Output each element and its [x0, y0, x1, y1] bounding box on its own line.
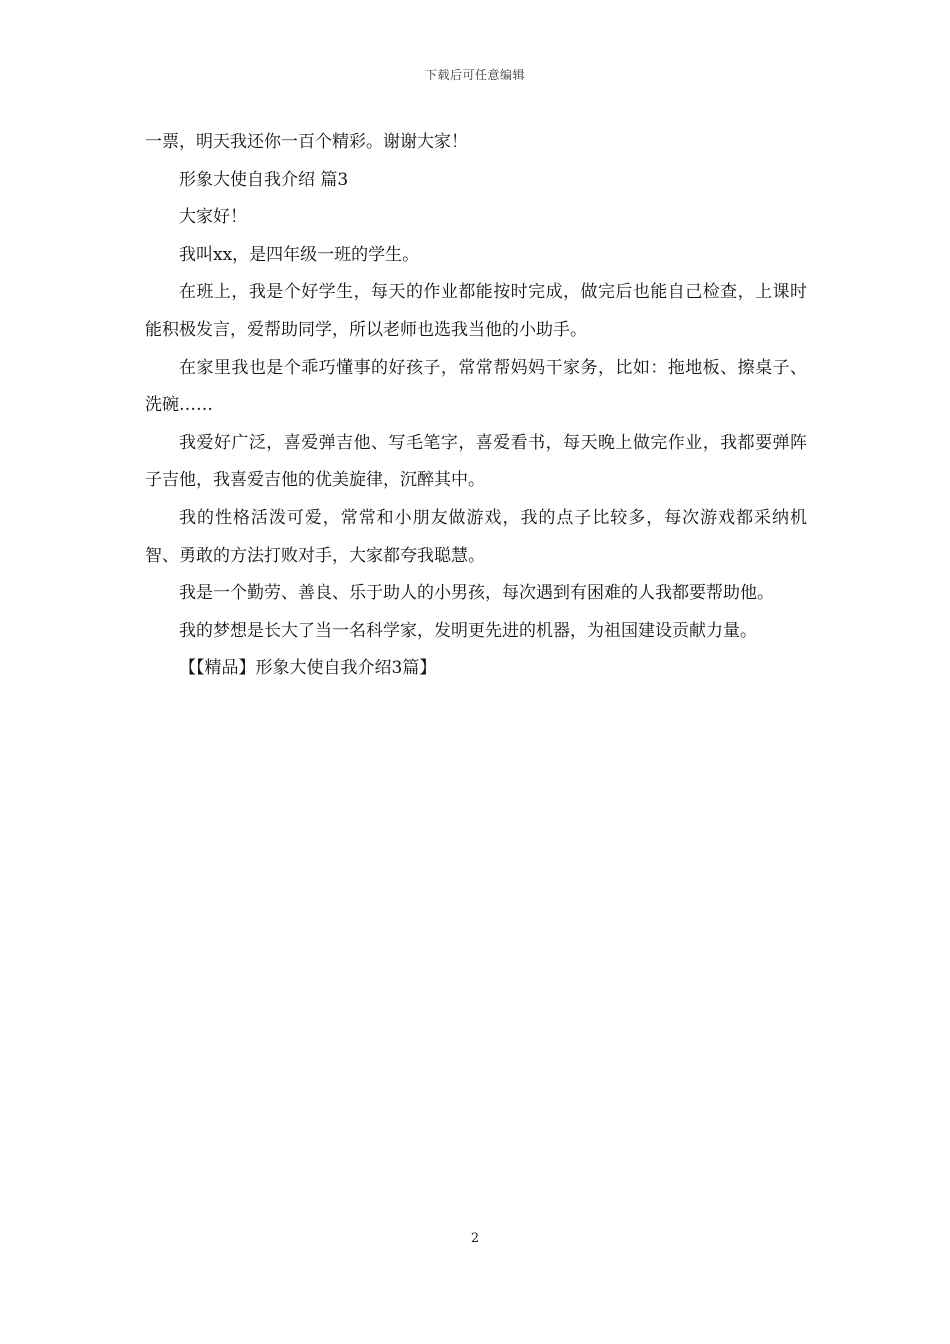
- paragraph: 我是一个勤劳、善良、乐于助人的小男孩，每次遇到有困难的人我都要帮助他。: [179, 583, 774, 604]
- paragraph: 我爱好广泛，喜爱弹吉他、写毛笔字，喜爱看书，每天晚上做完作业，我都要弹阵子吉他，我喜爱吉他的优美旋律，沉醉其中。: [145, 432, 807, 491]
- page-number: 2: [470, 1231, 480, 1246]
- paragraph: 在家里我也是个乖巧懂事的好孩子，常常帮妈妈干家务，比如：拖地板、擦桌子、洗碗……: [145, 357, 807, 416]
- paragraph: 在班上，我是个好学生，每天的作业都能按时完成，做完后也能自己检查，上课时能积极发言，爱帮助同学，所以老师也选我当他的小助手。: [145, 282, 807, 340]
- section-heading: 形象大使自我介绍 篇3: [179, 169, 349, 190]
- paragraph-greeting: 大家好！: [179, 207, 247, 228]
- paragraph: 我的梦想是长大了当一名科学家，发明更先进的机器，为祖国建设贡献力量。: [179, 620, 757, 641]
- page-header: 下载后可任意编辑: [424, 68, 525, 82]
- paragraph-continuation: 一票，明天我还你一百个精彩。谢谢大家！: [145, 132, 468, 152]
- paragraph: 我叫xx，是四年级一班的学生。: [179, 244, 420, 265]
- paragraph: 我的性格活泼可爱，常常和小朋友做游戏，我的点子比较多，每次游戏都采纳机智、勇敢的方法打败对手，大家都夸我聪慧。: [145, 507, 807, 566]
- document-body: [145, 124, 807, 688]
- document-title-link: 【【精品】形象大使自我介绍3篇】: [179, 658, 437, 679]
